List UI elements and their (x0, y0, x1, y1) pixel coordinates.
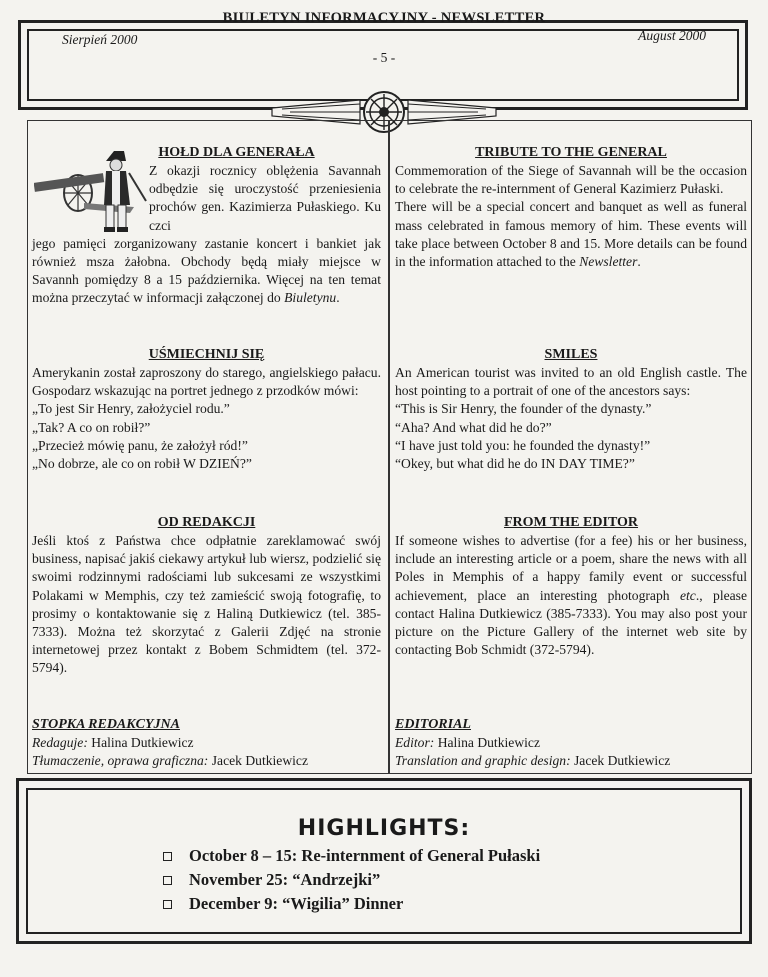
stopka-translation-name: Jacek Dutkiewicz (211, 753, 308, 769)
newsletter-title: BIULETYN INFORMACYJNY - NEWSLETTER (222, 10, 546, 26)
smiles-intro: An American tourist was invited to an old English castle. The host pointing to a portrait of one of the ancestors says: (395, 365, 747, 399)
dialogue-line: “I have just told you: he founded the dynasty!” (395, 437, 651, 453)
stopka-editor-line (32, 734, 381, 752)
tribute-period: . (637, 254, 641, 270)
editorial-translation-line (395, 752, 747, 770)
usmiechnij-intro: Amerykanin został zaproszony do starego, angielskiego pałacu. Gospodarz wskazując na portret jednego z przodków mówi: (32, 365, 381, 399)
tribute-heading: TRIBUTE TO THE GENERAL (475, 145, 667, 160)
checkbox-bullet-icon (163, 876, 172, 885)
dialogue-line: “This is Sir Henry, the founder of the dynasty.” (395, 401, 652, 417)
editorial-editor-label: Editor: (395, 735, 435, 750)
stopka-editor-name: Halina Dutkiewicz (91, 735, 194, 750)
usmiechnij-section (32, 346, 381, 473)
highlights-title: HIGHLIGHTS: (297, 816, 471, 841)
dialogue-line: „Przecież mówię panu, że założył ród!” (32, 437, 248, 453)
highlight-item-text: November 25: “Andrzejki” (189, 870, 381, 889)
editorial-section (395, 716, 747, 770)
stopka-editor-label: Redaguje: (32, 735, 88, 750)
dialogue-line: „Tak? A co on robił?” (32, 419, 151, 435)
editorial-translation-label: Translation and graphic design: (395, 753, 571, 769)
checkbox-bullet-icon (163, 900, 172, 909)
stopka-translation-line (32, 752, 381, 770)
usmiechnij-heading: UŚMIECHNIJ SIĘ (148, 347, 265, 362)
highlight-item-text: December 9: “Wigilia” Dinner (189, 894, 404, 913)
dialogue-line: „To jest Sir Henry, założyciel rodu.” (32, 401, 230, 417)
stopka-section (32, 716, 381, 770)
hold-section (32, 144, 381, 308)
highlight-item (163, 868, 540, 892)
column-divider (388, 120, 390, 774)
highlights-list (163, 844, 540, 916)
from-editor-body (395, 532, 747, 659)
tribute-para-2 (395, 198, 747, 271)
editorial-heading: EDITORIAL (395, 717, 471, 732)
editorial-editor-name: Halina Dutkiewicz (437, 735, 540, 750)
editorial-editor-line (395, 734, 747, 752)
from-editor-heading: FROM THE EDITOR (503, 515, 639, 530)
editorial-translation-name: Jacek Dutkiewicz (574, 753, 671, 769)
hold-heading: HOŁD DLA GENERAŁA (158, 145, 315, 160)
hold-biuletyn: Biuletynu (284, 290, 337, 306)
od-redakcji-heading: OD REDAKCJI (157, 515, 256, 530)
od-redakcji-body: Jeśli ktoś z Państwa chce odpłatnie zareklamować swój business, napisać jakiś ciekawy artykuł lub wiersz, podzielić się swoimi rodzinnymi radościami lub sukcesami ze wszystkimi Polakami w Memphis, czy też zamieścić swoją fotografię, to prosimy o kontaktowanie się z Haliną Dutkiewicz (tel. 385-7333). Można też skorzytać z Galerii Zdjęć na stronie internetowej przez kontakt z Bobem Schmidtem (tel. 372-5794). (32, 533, 381, 676)
hold-period: . (336, 290, 340, 306)
stopka-translation-label: Tłumaczenie, oprawa graficzna: (32, 753, 209, 769)
dialogue-line: “Okey, but what did he do IN DAY TIME?” (395, 456, 635, 472)
page-number: - 5 - (372, 50, 396, 65)
dialogue-line: “Aha? And what did he do?” (395, 419, 552, 435)
tribute-section (395, 144, 747, 271)
smiles-section (395, 346, 747, 473)
tribute-para-2-text: There will be a special concert and banquet as well as funeral mass celebrated in famous memory of him. These events will take place between October 8 and 15. More details can be found in the information attached to the (395, 199, 747, 270)
from-editor-text: If someone wishes to advertise (for a fee) his or her business, include an interesting article or a poem, share the news with all Poles in Memphis of a happy family event or successful achievement, place an interesting photograph (395, 533, 747, 603)
tribute-newsletter: Newsletter (579, 254, 638, 270)
hold-lead-text: Z okazji rocznicy oblężenia Savannah odbędzie się uroczystość przeniesienia prochów gen. Kazimierza Pułaskiego. Ku czci (149, 163, 381, 233)
usmiechnij-dialogue (32, 400, 381, 473)
smiles-dialogue (395, 400, 747, 473)
checkbox-bullet-icon (163, 852, 172, 861)
date-polish: Sierpień 2000 (62, 32, 138, 47)
od-redakcji-section (32, 514, 381, 678)
from-editor-etc: etc (679, 587, 696, 603)
smiles-heading: SMILES (544, 347, 598, 362)
stopka-heading: STOPKA REDAKCYJNA (32, 717, 180, 732)
highlight-item (163, 844, 540, 868)
from-editor-section (395, 514, 747, 659)
date-english: August 2000 (638, 28, 706, 43)
highlight-item-text: October 8 – 15: Re-internment of General Pułaski (189, 846, 541, 865)
tribute-para-1: Commemoration of the Siege of Savannah will be the occasion to celebrate the re-internment of General Kazimierz Pułaski. (395, 163, 747, 197)
hold-rest-text: jego pamięci zorganizowany zastanie koncert i bankiet jak również msza żałobna. Obchody będą miały miejsce w Savannh pomiędzy 8 a 15 października. Więcej na ten temat można przeczytać w informacji załączonej do (32, 235, 381, 306)
from-editor-text-end: ., please contact Halina Dutkiewicz (385-7333). You may also post your picture on the Picture Gallery of the internet web site by contacting Bob Schmidt (372-5794). (395, 587, 747, 658)
highlight-item (163, 892, 540, 916)
dialogue-line: „No dobrze, ale co on robił W DZIEŃ?” (32, 456, 252, 472)
